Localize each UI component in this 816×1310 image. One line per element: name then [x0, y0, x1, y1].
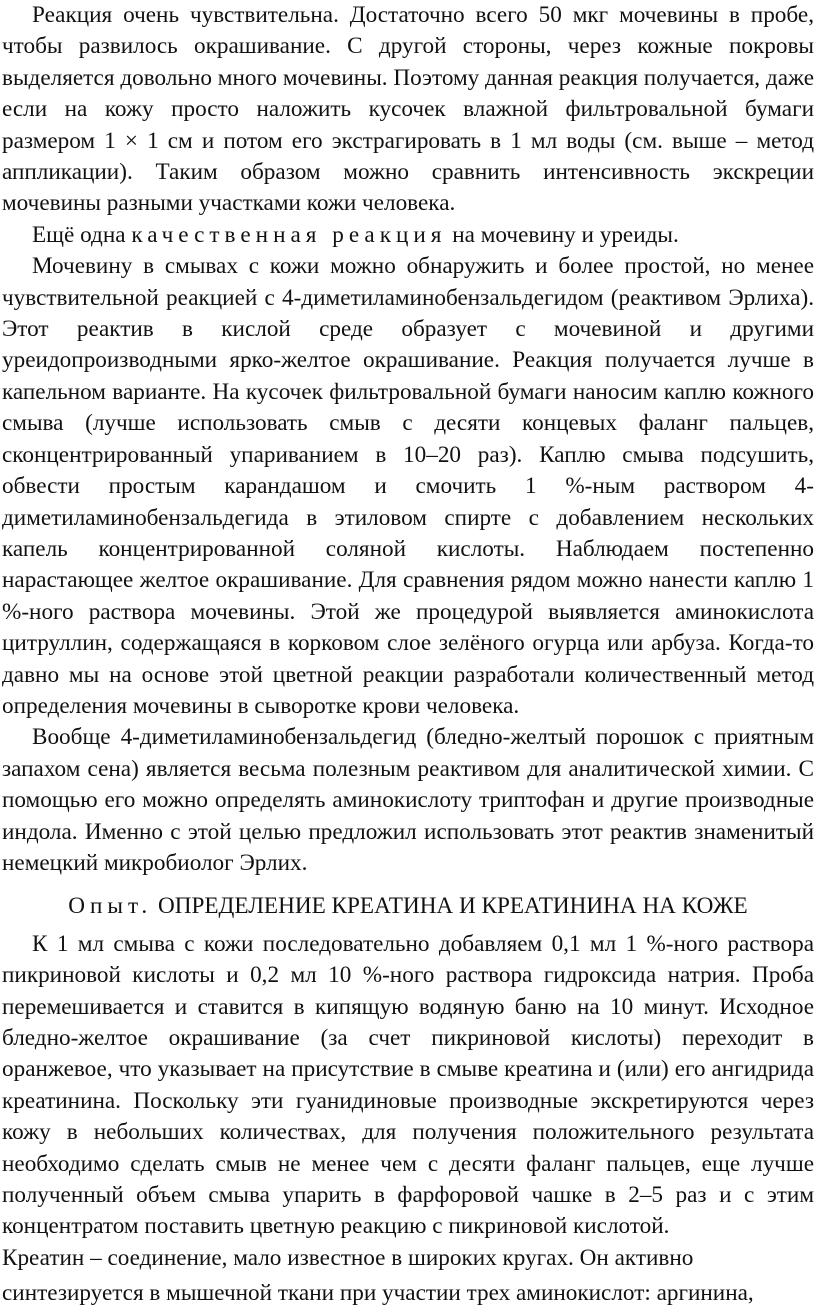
paragraph-creatine-line-2: синтезируется в мышечной ткани при участии трех аминокислот: аргинина, — [2, 1280, 754, 1307]
paragraph-creatine-line-1: Креатин – соединение, мало известное в широких кругах. Он активно — [2, 1244, 694, 1271]
paragraph-experiment-procedure: К 1 мл смыва с кожи последовательно добавляем 0,1 мл 1 %-ного раствора пикриновой кислоты и 0,2 мл 10 %-ного раствора гидроксида натрия. Проба перемешивается и ставится в кипящую водяную баню на 10 минут. Исходное бледно-желтое окрашивание (за счет пикриновой кислоты) переходит в оранжевое, что указывает на присутствие в смыве креатина и (или) его ангидрида креатинина. Поскольку эти гуанидиновые производные экскретируются через кожу в небольших количествах, для получения положительного результата необходимо сделать смыв не менее чем с десяти фаланг пальцев, еще лучше полученный объем смыва упарить в фарфоровой чашке в 2–5 раз и с этим концентратом поставить цветную реакцию с пикриновой кислотой. — [2, 930, 814, 1240]
experiment-title — [2, 891, 814, 922]
paragraph-qualitative-reaction — [2, 220, 814, 251]
experiment-label: Опыт. — [68, 893, 153, 920]
paragraph-dimethylaminobenzaldehyde: Вообще 4-диметиламинобензальдегид (бледно-желтый порошок с приятным запахом сена) является весьма полезным реактивом для аналитической химии. С помощью его можно определять аминокислоту триптофан и другие производные индола. Именно с этой целью предложил использовать этот реактив знаменитый немецкий микробиолог Эрлих. — [2, 724, 814, 876]
paragraph-ehrlich-reagent: Мочевину в смывах с кожи можно обнаружить и более простой, но менее чувствительной реакцией с 4-диметиламинобензальдегидом (реактивом Эрлиха). Этот реактив в кислой среде образует с мочевиной и другими уреидопроизводными ярко-желтое окрашивание. Реакция получается лучше в капельном варианте. На кусочек фильтровальной бумаги наносим каплю кожного смыва (лучше использовать смыв с десяти концевых фаланг пальцев, сконцентрированный упариванием в 10–20 раз). Каплю смыва подсушить, обвести простым карандашом и смочить 1 %-ным раствором 4-диметиламинобензальдегида в этиловом спирте с добавлением нескольких капель концентрированной соляной кислоты. Наблюдаем постепенно нарастающее желтое окрашивание. Для сравнения рядом можно нанести каплю 1 %-ного раствора мочевины. Этой же процедурой выявляется аминокислота цитруллин, содержащаяся в корковом слое зелёного огурца или арбуза. Когда-то давно мы на основе этой цветной реакции разработали количественный метод определения мочевины в сыворотке крови человека. — [2, 253, 814, 719]
text-prefix: Ещё одна — [32, 221, 126, 248]
experiment-heading: ОПРЕДЕЛЕНИЕ КРЕАТИНА И КРЕАТИНИНА НА КОЖЕ — [157, 893, 748, 920]
spaced-term: качественная реакция — [131, 221, 447, 248]
text-suffix: на мочевину и уреиды. — [452, 221, 679, 248]
paragraph-reaction-sensitivity: Реакция очень чувствительна. Достаточно всего 50 мкг мочевины в пробе, чтобы развилось окрашивание. С другой стороны, через кожные покровы выделяется довольно много мочевины. Поэтому данная реакция получается, даже если на кожу просто наложить кусочек влажной фильтровальной бумаги размером 1 × 1 см и потом его экстрагировать в 1 мл воды (см. выше – метод аппликации). Таким образом можно сравнить интенсивность экскреции мочевины разными участками кожи человека. — [2, 2, 814, 217]
